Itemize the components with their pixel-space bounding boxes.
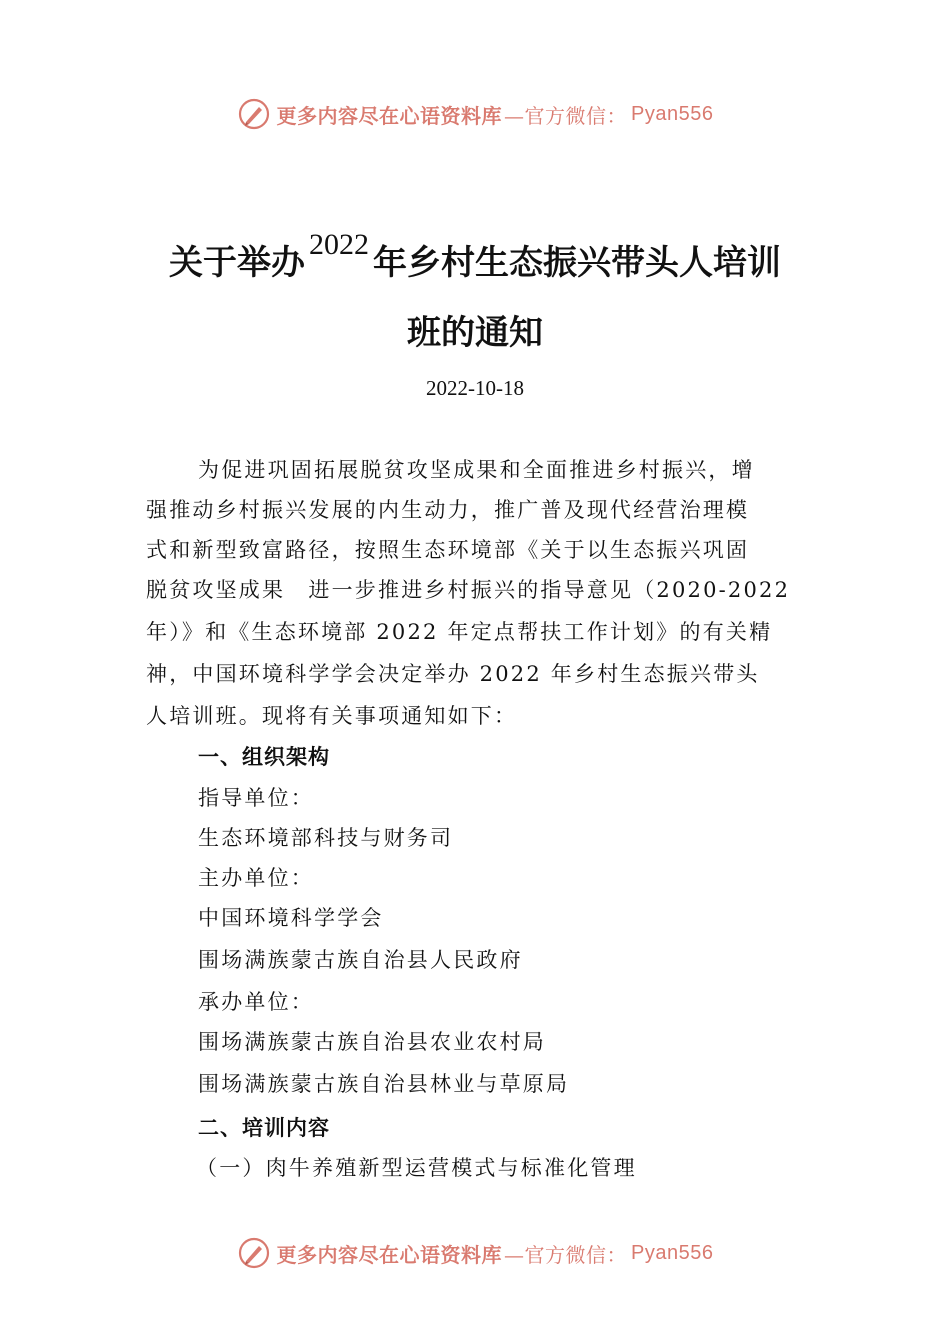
document-date: 2022-10-18 [426,376,524,400]
section-heading-organization: 一、组织架构 [198,745,330,769]
section-heading-training-content: 二、培训内容 [198,1116,330,1140]
org-item: 承办单位： [198,990,314,1014]
title-prefix: 关于举办 [169,243,305,283]
document-title-line1 [140,228,810,283]
watermark-separator: —官方微信： [504,1242,628,1267]
org-item: 主办单位： [198,866,314,890]
intro-line: 强推动乡村振兴发展的内生动力，推广普及现代经营治理模 [146,498,750,522]
watermark-handle: Pyan556 [631,1241,714,1264]
title-suffix: 年乡村生态振兴带头人培训 [373,243,781,283]
watermark-handle: Pyan556 [631,102,714,125]
org-item: 生态环境部科技与财务司 [198,826,454,850]
watermark-text: 更多内容尽在心语资料库 [276,1242,503,1267]
pen-circle-logo-icon [237,1236,271,1270]
intro-line: 年）》和《生态环境部 2022 年定点帮扶工作计划》的有关精 [146,620,773,644]
watermark-footer [0,1236,950,1270]
title-year: 2022 [309,228,369,261]
org-item: 围场满族蒙古族自治县人民政府 [198,948,523,972]
intro-line: 脱贫攻坚成果 进一步推进乡村振兴的指导意见（2020-2022 [146,578,791,602]
intro-line: 人培训班。现将有关事项通知如下： [146,704,518,728]
intro-line: 为促进巩固拓展脱贫攻坚成果和全面推进乡村振兴，增 [198,458,755,482]
intro-line: 神，中国环境科学学会决定举办 2022 年乡村生态振兴带头 [146,662,760,686]
org-item: 围场满族蒙古族自治县林业与草原局 [198,1072,570,1096]
training-subitem: （一）肉牛养殖新型运营模式与标准化管理 [196,1156,637,1180]
org-item: 中国环境科学学会 [198,906,384,930]
org-item: 指导单位： [198,786,314,810]
watermark-header [0,97,950,131]
watermark-separator: —官方微信： [504,103,628,128]
pen-circle-logo-icon [237,97,271,131]
org-item: 围场满族蒙古族自治县农业农村局 [198,1030,546,1054]
watermark-text: 更多内容尽在心语资料库 [276,103,503,128]
intro-line: 式和新型致富路径，按照生态环境部《关于以生态振兴巩固 [146,538,750,562]
document-title-line2: 班的通知 [407,313,543,353]
